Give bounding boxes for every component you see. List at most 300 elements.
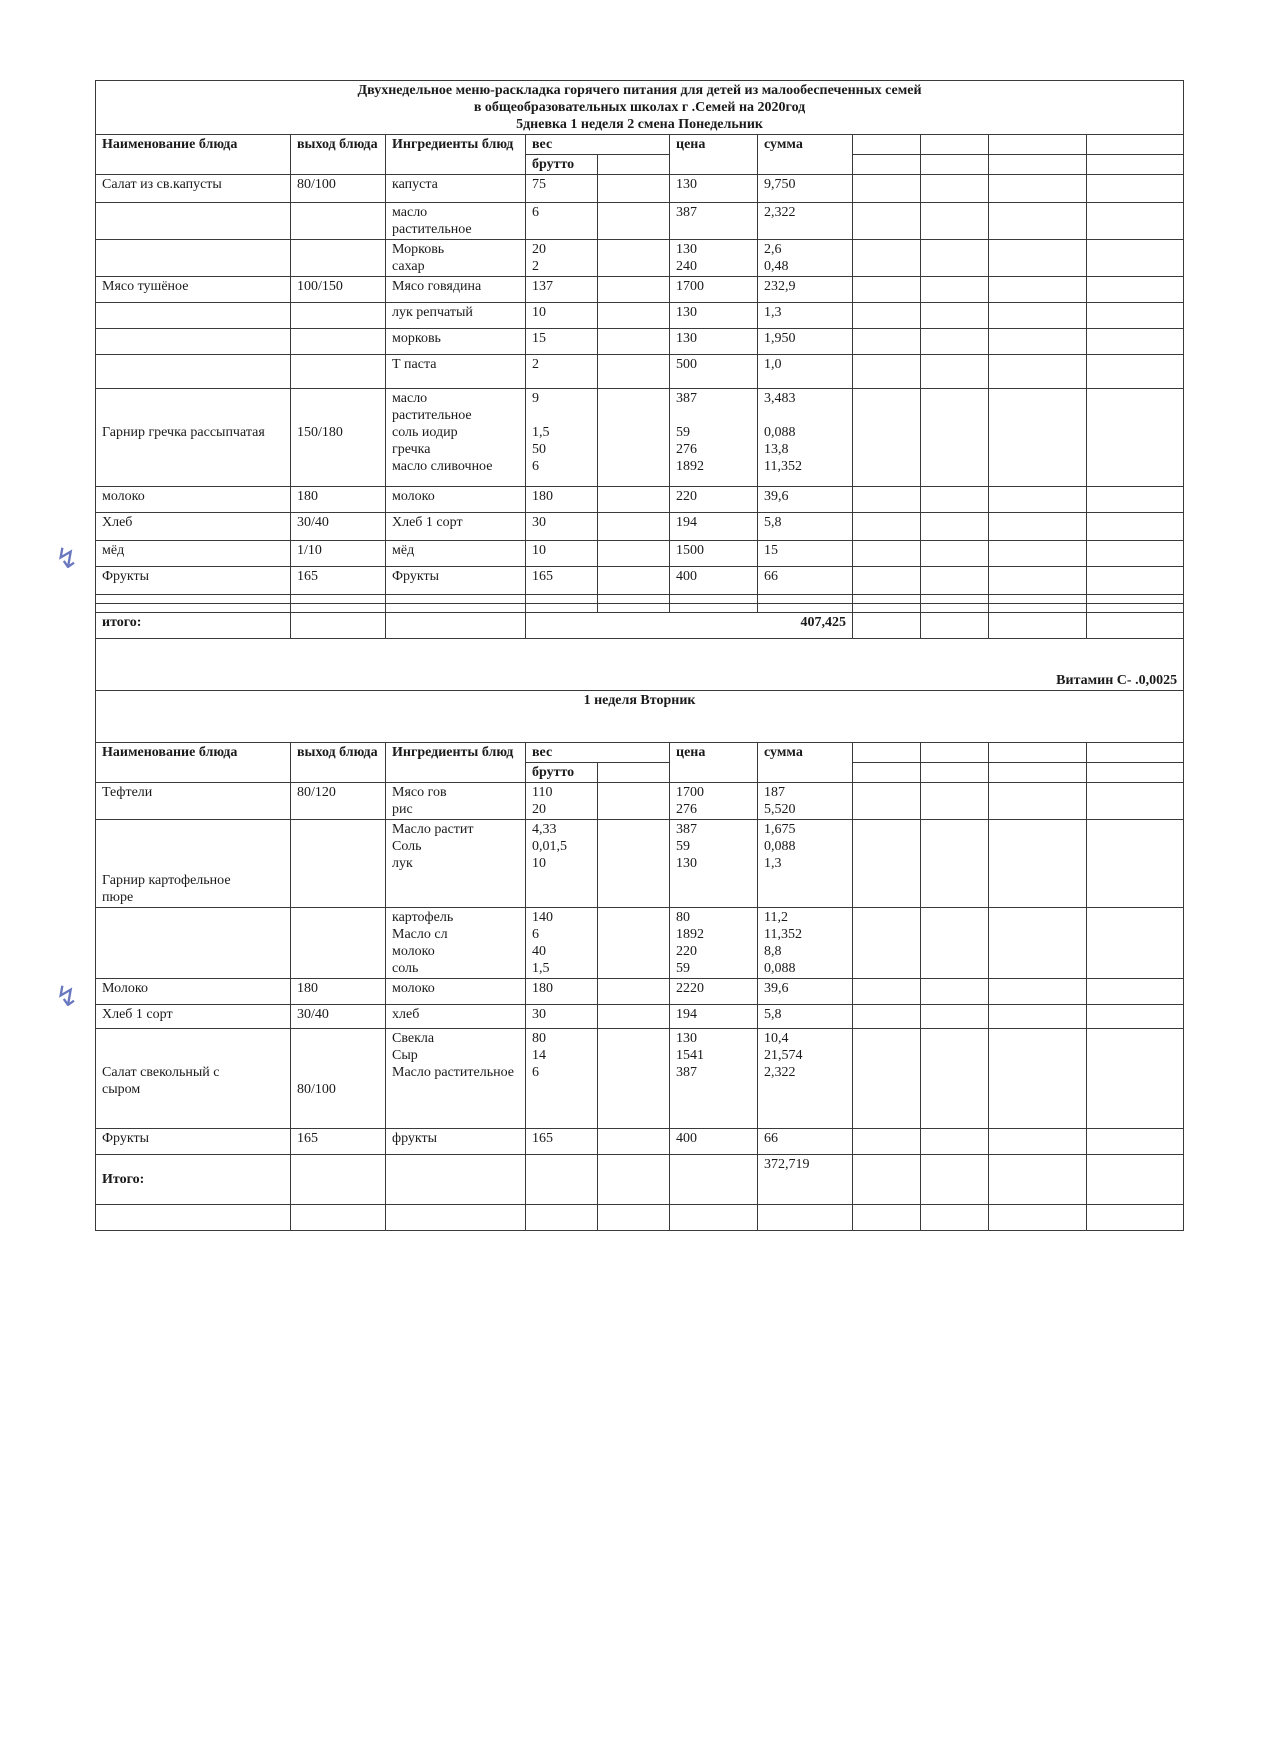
empty-cell — [853, 1005, 921, 1029]
header-dish: Наименование блюда — [96, 135, 291, 175]
empty-cell — [526, 595, 598, 604]
empty-cell — [598, 567, 670, 595]
empty-cell — [598, 355, 670, 389]
total-value: 407,425 — [526, 613, 853, 639]
dish-yield: 180 — [291, 979, 386, 1005]
table-row — [96, 541, 1184, 567]
empty-cell — [921, 567, 989, 595]
table-row — [96, 487, 1184, 513]
table-row — [96, 820, 1184, 908]
empty-cell — [1087, 567, 1184, 595]
ingredient-price: 1700 — [670, 277, 758, 303]
header-ingredients: Ингредиенты блюд — [386, 135, 526, 175]
empty-cell — [853, 175, 921, 203]
ingredient: масло растительное — [386, 203, 526, 240]
ingredient-weight: 4,33 0,01,5 10 — [526, 820, 598, 908]
empty-cell — [526, 604, 598, 613]
empty-cell — [758, 1205, 853, 1231]
empty-cell — [853, 567, 921, 595]
table-row — [96, 277, 1184, 303]
ingredient-weight: 165 — [526, 567, 598, 595]
empty-cell — [989, 820, 1087, 908]
ingredient: морковь — [386, 329, 526, 355]
section-title: 1 неделя Вторник — [96, 691, 1184, 743]
empty-cell — [989, 135, 1087, 155]
empty-cell — [921, 1129, 989, 1155]
ingredient-sum: 66 — [758, 567, 853, 595]
empty-cell — [989, 389, 1087, 487]
empty-cell — [853, 1205, 921, 1231]
header-weight: вес — [526, 743, 670, 763]
ingredient: мёд — [386, 541, 526, 567]
empty-cell — [598, 1155, 670, 1205]
ingredient-weight: 2 — [526, 355, 598, 389]
ingredient-sum: 3,483 0,088 13,8 11,352 — [758, 389, 853, 487]
table-row — [96, 355, 1184, 389]
dish-yield — [291, 240, 386, 277]
ingredient-sum: 9,750 — [758, 175, 853, 203]
empty-cell — [598, 595, 670, 604]
dish-name: Мясо тушёное — [96, 277, 291, 303]
ingredient-weight: 30 — [526, 1005, 598, 1029]
empty-cell — [1087, 604, 1184, 613]
empty-cell — [1087, 1129, 1184, 1155]
header-ingredients: Ингредиенты блюд — [386, 743, 526, 783]
ingredient-sum: 5,8 — [758, 513, 853, 541]
ingredient-sum: 39,6 — [758, 979, 853, 1005]
ingredient-price: 387 — [670, 203, 758, 240]
empty-cell — [598, 155, 670, 175]
dish-name: Хлеб 1 сорт — [96, 1005, 291, 1029]
table-row — [96, 979, 1184, 1005]
empty-cell — [921, 1205, 989, 1231]
empty-cell — [921, 277, 989, 303]
dish-name: Гарнир картофельное пюре — [96, 820, 291, 908]
empty-cell — [96, 604, 291, 613]
ingredient-sum: 1,0 — [758, 355, 853, 389]
empty-cell — [853, 303, 921, 329]
empty-cell — [386, 1205, 526, 1231]
empty-cell — [386, 1155, 526, 1205]
vitamin-row — [96, 639, 1184, 691]
empty-cell — [989, 595, 1087, 604]
dish-yield — [291, 908, 386, 979]
ingredient-price: 220 — [670, 487, 758, 513]
empty-cell — [1087, 303, 1184, 329]
table-row — [96, 1129, 1184, 1155]
empty-cell — [598, 1205, 670, 1231]
dish-yield: 165 — [291, 1129, 386, 1155]
ingredient-price: 1500 — [670, 541, 758, 567]
empty-cell — [853, 743, 921, 763]
ingredient-price: 387 59 130 — [670, 820, 758, 908]
empty-cell — [1087, 1029, 1184, 1129]
empty-cell — [96, 1205, 291, 1231]
empty-cell — [989, 613, 1087, 639]
ingredient-sum: 187 5,520 — [758, 783, 853, 820]
header-sum: сумма — [758, 135, 853, 175]
dish-yield: 80/100 — [291, 175, 386, 203]
empty-cell — [989, 175, 1087, 203]
vitamin-note: Витамин С- .0,0025 — [96, 639, 1184, 691]
empty-cell — [526, 1155, 598, 1205]
empty-cell — [386, 604, 526, 613]
empty-cell — [386, 613, 526, 639]
empty-cell — [598, 541, 670, 567]
ingredient-sum: 39,6 — [758, 487, 853, 513]
empty-cell — [1087, 487, 1184, 513]
empty-cell — [921, 135, 989, 155]
ingredient-weight: 140 6 40 1,5 — [526, 908, 598, 979]
empty-cell — [853, 783, 921, 820]
ingredient-price: 130 — [670, 329, 758, 355]
header-weight: вес — [526, 135, 670, 155]
empty-cell — [1087, 743, 1184, 763]
dish-name: Хлеб — [96, 513, 291, 541]
dish-name: мёд — [96, 541, 291, 567]
ingredient-price: 400 — [670, 567, 758, 595]
empty-cell — [989, 240, 1087, 277]
ingredient-price: 400 — [670, 1129, 758, 1155]
empty-cell — [921, 763, 989, 783]
ingredient-price: 130 1541 387 — [670, 1029, 758, 1129]
ingredient-weight: 137 — [526, 277, 598, 303]
empty-cell — [853, 487, 921, 513]
ingredient-sum: 15 — [758, 541, 853, 567]
ingredient-weight: 180 — [526, 979, 598, 1005]
ingredient: лук репчатый — [386, 303, 526, 329]
empty-cell — [598, 1005, 670, 1029]
ingredient-sum: 1,3 — [758, 303, 853, 329]
menu-table — [95, 80, 1184, 1231]
empty-cell — [921, 175, 989, 203]
empty-cell — [921, 513, 989, 541]
ingredient: Хлеб 1 сорт — [386, 513, 526, 541]
dish-name: Фрукты — [96, 1129, 291, 1155]
empty-cell — [989, 604, 1087, 613]
dish-name — [96, 355, 291, 389]
ingredient-price: 194 — [670, 1005, 758, 1029]
dish-yield — [291, 355, 386, 389]
empty-cell — [1087, 1005, 1184, 1029]
empty-cell — [989, 1129, 1087, 1155]
total-label: Итого: — [96, 1155, 291, 1205]
table-row — [96, 389, 1184, 487]
dish-yield: 80/120 — [291, 783, 386, 820]
total-value: 372,719 — [758, 1155, 853, 1205]
header-gross: брутто — [526, 155, 598, 175]
empty-cell — [989, 763, 1087, 783]
dish-yield: 30/40 — [291, 1005, 386, 1029]
header-dish: Наименование блюда — [96, 743, 291, 783]
empty-cell — [853, 613, 921, 639]
empty-cell — [921, 329, 989, 355]
empty-cell — [921, 303, 989, 329]
empty-cell — [598, 908, 670, 979]
empty-cell — [921, 155, 989, 175]
empty-cell — [989, 783, 1087, 820]
empty-cell — [291, 604, 386, 613]
empty-cell — [989, 155, 1087, 175]
table-row — [96, 513, 1184, 541]
ingredient-price: 194 — [670, 513, 758, 541]
header-yield: выход блюда — [291, 135, 386, 175]
empty-cell — [921, 595, 989, 604]
ingredient-sum: 10,4 21,574 2,322 — [758, 1029, 853, 1129]
table-row — [96, 203, 1184, 240]
ingredient-sum: 1,950 — [758, 329, 853, 355]
empty-cell — [921, 1155, 989, 1205]
ingredient-weight: 9 1,5 50 6 — [526, 389, 598, 487]
ingredient: Морковь сахар — [386, 240, 526, 277]
spacer-row — [96, 1205, 1184, 1231]
ingredient-price: 130 — [670, 175, 758, 203]
empty-cell — [989, 303, 1087, 329]
ingredient-price: 1700 276 — [670, 783, 758, 820]
empty-cell — [598, 763, 670, 783]
empty-cell — [598, 240, 670, 277]
empty-cell — [1087, 175, 1184, 203]
empty-cell — [1087, 155, 1184, 175]
ingredient-weight: 15 — [526, 329, 598, 355]
empty-cell — [989, 277, 1087, 303]
dish-yield — [291, 303, 386, 329]
empty-cell — [1087, 513, 1184, 541]
empty-cell — [598, 1129, 670, 1155]
total-row — [96, 613, 1184, 639]
empty-cell — [96, 595, 291, 604]
ingredient-price: 130 — [670, 303, 758, 329]
dish-name — [96, 908, 291, 979]
empty-cell — [291, 1155, 386, 1205]
dish-yield: 100/150 — [291, 277, 386, 303]
empty-cell — [853, 240, 921, 277]
ingredient-weight: 180 — [526, 487, 598, 513]
ingredient-weight: 80 14 6 — [526, 1029, 598, 1129]
empty-cell — [921, 1005, 989, 1029]
ingredient-weight: 165 — [526, 1129, 598, 1155]
dish-yield: 30/40 — [291, 513, 386, 541]
week-title-row — [96, 691, 1184, 743]
empty-cell — [1087, 763, 1184, 783]
table-row — [96, 567, 1184, 595]
empty-cell — [989, 567, 1087, 595]
empty-cell — [670, 595, 758, 604]
empty-cell — [921, 203, 989, 240]
dish-name: Салат из св.капусты — [96, 175, 291, 203]
empty-cell — [526, 1205, 598, 1231]
empty-cell — [1087, 979, 1184, 1005]
dish-yield: 80/100 — [291, 1029, 386, 1129]
ingredient: Масло растит Соль лук — [386, 820, 526, 908]
empty-cell — [853, 513, 921, 541]
empty-cell — [921, 820, 989, 908]
empty-cell — [921, 240, 989, 277]
document-title-title-line1: Двухнедельное меню-раскладка горячего питания для детей из малообеспеченных семей — [357, 83, 922, 98]
dish-name: Молоко — [96, 979, 291, 1005]
empty-cell — [598, 175, 670, 203]
document-title-title-line2: в общеобразовательных школах г .Семей на 2020год — [473, 100, 806, 115]
empty-cell — [598, 303, 670, 329]
ingredient-sum: 11,2 11,352 8,8 0,088 — [758, 908, 853, 979]
empty-cell — [853, 595, 921, 604]
ingredient: молоко — [386, 979, 526, 1005]
total-row — [96, 1155, 1184, 1205]
ingredient-sum: 5,8 — [758, 1005, 853, 1029]
dish-yield: 1/10 — [291, 541, 386, 567]
empty-cell — [989, 979, 1087, 1005]
ingredient: Фрукты — [386, 567, 526, 595]
document-title-title-line3: 5дневка 1 неделя 2 смена Понедельник — [516, 117, 763, 132]
empty-cell — [598, 389, 670, 487]
ingredient-price: 2220 — [670, 979, 758, 1005]
empty-cell — [598, 513, 670, 541]
empty-cell — [1087, 389, 1184, 487]
header-price: цена — [670, 135, 758, 175]
empty-cell — [989, 1205, 1087, 1231]
empty-cell — [853, 763, 921, 783]
empty-cell — [853, 277, 921, 303]
empty-cell — [989, 1029, 1087, 1129]
empty-cell — [989, 487, 1087, 513]
empty-cell — [989, 1155, 1087, 1205]
empty-cell — [598, 203, 670, 240]
empty-cell — [921, 541, 989, 567]
empty-cell — [598, 979, 670, 1005]
ingredient-weight: 20 2 — [526, 240, 598, 277]
empty-cell — [921, 979, 989, 1005]
empty-cell — [670, 604, 758, 613]
header-yield: выход блюда — [291, 743, 386, 783]
dish-name — [96, 329, 291, 355]
title-row — [96, 81, 1184, 135]
empty-cell — [853, 389, 921, 487]
table-row — [96, 908, 1184, 979]
ingredient-sum: 66 — [758, 1129, 853, 1155]
ingredient: капуста — [386, 175, 526, 203]
header-row — [96, 743, 1184, 763]
empty-cell — [853, 979, 921, 1005]
table-row — [96, 240, 1184, 277]
empty-cell — [598, 1029, 670, 1129]
dish-name — [96, 240, 291, 277]
empty-cell — [989, 1005, 1087, 1029]
empty-cell — [989, 908, 1087, 979]
empty-cell — [853, 1129, 921, 1155]
empty-cell — [989, 203, 1087, 240]
empty-cell — [853, 135, 921, 155]
dish-yield: 165 — [291, 567, 386, 595]
empty-cell — [1087, 783, 1184, 820]
spacer-row — [96, 595, 1184, 604]
document-title — [96, 81, 1184, 135]
empty-cell — [1087, 355, 1184, 389]
empty-cell — [291, 1205, 386, 1231]
empty-cell — [1087, 135, 1184, 155]
empty-cell — [670, 1205, 758, 1231]
ingredient-sum: 2,6 0,48 — [758, 240, 853, 277]
dish-name: Салат свекольный с сыром — [96, 1029, 291, 1129]
empty-cell — [989, 541, 1087, 567]
empty-cell — [1087, 1205, 1184, 1231]
empty-cell — [1087, 908, 1184, 979]
empty-cell — [291, 595, 386, 604]
ingredient-weight: 10 — [526, 541, 598, 567]
table-row — [96, 303, 1184, 329]
empty-cell — [598, 604, 670, 613]
ingredient-price: 500 — [670, 355, 758, 389]
empty-cell — [386, 595, 526, 604]
dish-yield: 150/180 — [291, 389, 386, 487]
empty-cell — [758, 595, 853, 604]
empty-cell — [921, 783, 989, 820]
empty-cell — [921, 743, 989, 763]
table-row — [96, 1005, 1184, 1029]
empty-cell — [989, 513, 1087, 541]
dish-yield — [291, 820, 386, 908]
ingredient-price: 387 59 276 1892 — [670, 389, 758, 487]
empty-cell — [853, 203, 921, 240]
empty-cell — [1087, 277, 1184, 303]
ingredient: масло растительное соль иодир гречка масло сливочное — [386, 389, 526, 487]
empty-cell — [989, 329, 1087, 355]
empty-cell — [598, 487, 670, 513]
dish-yield — [291, 203, 386, 240]
table-row — [96, 175, 1184, 203]
empty-cell — [853, 329, 921, 355]
handwritten-check-mark-1: ↯ — [55, 542, 79, 575]
empty-cell — [598, 329, 670, 355]
empty-cell — [853, 604, 921, 613]
ingredient: Свекла Сыр Масло растительное — [386, 1029, 526, 1129]
ingredient: фрукты — [386, 1129, 526, 1155]
table-row — [96, 783, 1184, 820]
empty-cell — [1087, 595, 1184, 604]
ingredient-weight: 10 — [526, 303, 598, 329]
empty-cell — [989, 743, 1087, 763]
ingredient-price: 80 1892 220 59 — [670, 908, 758, 979]
dish-name: Фрукты — [96, 567, 291, 595]
ingredient-sum: 232,9 — [758, 277, 853, 303]
empty-cell — [853, 1155, 921, 1205]
ingredient: Мясо говядина — [386, 277, 526, 303]
total-label: итого: — [96, 613, 291, 639]
empty-cell — [921, 1029, 989, 1129]
empty-cell — [1087, 240, 1184, 277]
header-price: цена — [670, 743, 758, 783]
empty-cell — [921, 613, 989, 639]
empty-cell — [853, 355, 921, 389]
ingredient-weight: 30 — [526, 513, 598, 541]
empty-cell — [853, 908, 921, 979]
empty-cell — [853, 820, 921, 908]
ingredient-weight: 6 — [526, 203, 598, 240]
empty-cell — [670, 1155, 758, 1205]
dish-name: Тефтели — [96, 783, 291, 820]
table-row — [96, 1029, 1184, 1129]
handwritten-check-mark-2: ↯ — [55, 980, 79, 1013]
empty-cell — [291, 613, 386, 639]
ingredient-price: 130 240 — [670, 240, 758, 277]
header-sum: сумма — [758, 743, 853, 783]
empty-cell — [598, 820, 670, 908]
empty-cell — [598, 783, 670, 820]
empty-cell — [853, 541, 921, 567]
empty-cell — [1087, 203, 1184, 240]
table-row — [96, 329, 1184, 355]
ingredient-weight: 110 20 — [526, 783, 598, 820]
empty-cell — [853, 1029, 921, 1129]
